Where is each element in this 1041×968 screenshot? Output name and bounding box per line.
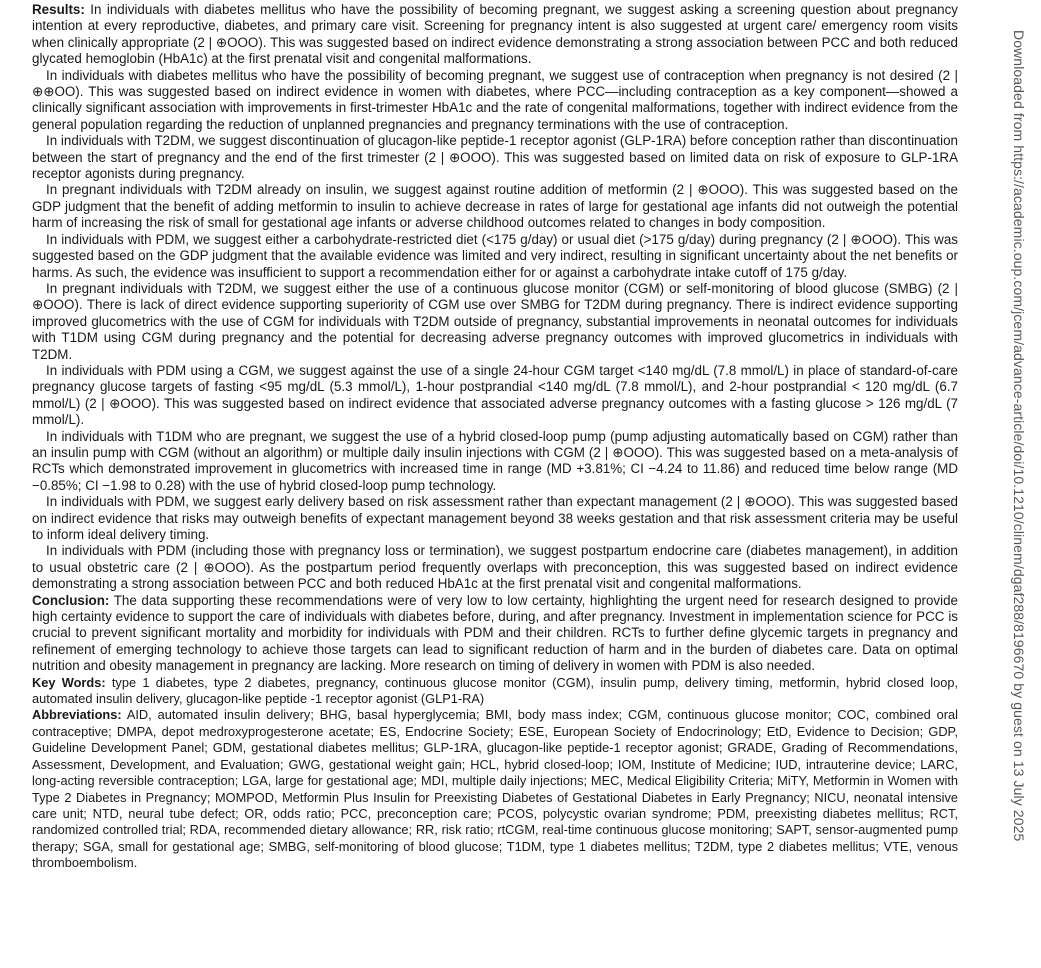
keywords-section [32, 675, 958, 708]
results-paragraph: In pregnant individuals with T2DM, we suggest either the use of a continuous glucose monitor (CGM) or self-monitoring of blood glucose (SMBG) (2 | ⊕OOO). There is lack of direct evidence supporting superiority of CGM use over SMBG for T2DM during pregnancy. There is indirect evidence supporting improved glucometrics with the use of CGM for individuals with T2DM outside of pregnancy, substantial improvements in neonatal outcomes for individuals with T1DM using CGM during pregnancy and the potential for decreasing adverse pregnancy outcomes with improved glucometrics in individuals with T2DM. [32, 280, 958, 362]
results-paragraph: In pregnant individuals with T2DM already on insulin, we suggest against routine addition of metformin (2 | ⊕OOO). This was suggested based on the GDP judgment that the benefit of adding metformin to insulin to achieve decrease in rates of large for gestational age infants did not outweigh the potential harm of increasing the risk of small for gestational age infants or adverse childhood outcomes related to changes in body composition. [32, 182, 958, 231]
results-paragraph: In individuals with T2DM, we suggest discontinuation of glucagon-like peptide-1 receptor agonist (GLP-1RA) before conception rather than discontinuation between the start of pregnancy and the end of the first trimester (2 | ⊕OOO). This was suggested based on limited data on risk of exposure to GLP-1RA receptor agonists during pregnancy. [32, 133, 958, 182]
results-paragraph: In individuals with PDM using a CGM, we suggest against the use of a single 24-hour CGM target <140 mg/dL (7.8 mmol/L) in place of standard-of-care pregnancy glucose targets of fasting <95 mg/dL (5.3 mmol/L), 1-hour postprandial <140 mg/dL (7.8 mmol/L), and 2-hour postprandial < 120 mg/dL (6.7 mmol/L) (2 | ⊕OOO). This was suggested based on indirect evidence that associated adverse pregnancy outcomes with a fasting glucose > 126 mg/dL (7 mmol/L). [32, 362, 958, 428]
results-paragraph: In individuals with T1DM who are pregnant, we suggest the use of a hybrid closed-loop pump (pump adjusting automatically based on CGM) rather than an insulin pump with CGM (without an algorithm) or multiple daily insulin injections with CGM (2 | ⊕OOO). This was suggested based on a meta-analysis of RCTs which demonstrated improvement in glucometrics with increased time in range (MD +3.81%; CI −4.24 to 11.86) and reduced time below range (MD −0.85%; CI −1.98 to 0.28) with the use of hybrid closed-loop pump technology. [32, 428, 958, 493]
conclusion-section [32, 593, 958, 675]
results-paragraph: In individuals with PDM, we suggest either a carbohydrate-restricted diet (<175 g/day) or usual diet (>175 g/day) during pregnancy (2 | ⊕OOO). This was suggested based on the GDP judgment that the available evidence was limited and very indirect, resulting in significant uncertainty about the net benefits or harms. As such, the evidence was insufficient to support a recommendation either for or against a carbohydrate intake cutoff of 175 g/day. [32, 231, 958, 280]
keywords-label: Key Words: [32, 674, 106, 690]
results-label: Results: [32, 2, 85, 17]
results-paragraph: In individuals with PDM (including those with pregnancy loss or termination), we suggest postpartum endocrine care (diabetes management), in addition to usual obstetric care (2 | ⊕OOO). As the postpartum period frequently overlaps with preconception, this was suggested based on indirect evidence demonstrating a strong association between PCC and both reduced HbA1c at the first prenatal visit and congenital malformations. [32, 543, 958, 592]
download-watermark [1004, 30, 1034, 870]
abbreviations-label: Abbreviations: [32, 707, 122, 723]
abbreviations-text: AID, automated insulin delivery; BHG, basal hyperglycemia; BMI, body mass index; CGM, continuous glucose monitor; COC, combined oral contraceptive; DMPA, depot medroxyprogesterone acetate; ES, Endocrine Society; ESE, European Society of Endocrinology; EtD, Evidence to Decision; GDP, Guideline Development Panel; GDM, gestational diabetes mellitus; GLP-1RA, glucagon-like peptide-1 receptor agonist; GRADE, Grading of Recommendations, Assessment, Development, and Evaluation; GWG, gestational weight gain; HCL, hybrid closed-loop; IOM, Institute of Medicine; IUD, intrauterine device; LARC, long-acting reversible contraception; LGA, large for gestational age; MDI, multiple daily injections; MEC, Medical Eligibility Criteria; MiTY, Metformin in Women with Type 2 Diabetes in Pregnancy; MOMPOD, Metformin Plus Insulin for Preexisting Diabetes of Gestational Diabetes in Early Pregnancy; NICU, neonatal intensive care unit; NTD, neural tube defect; OR, odds ratio; PCC, preconception care; PCOS, polycystic ovarian syndrome; PDM, preexisting diabetes mellitus; RCT, randomized controlled trial; RDA, recommended dietary allowance; RR, risk ratio; rtCGM, real-time continuous glucose monitoring; SAPT, sensor-augmented pump therapy; SGA, small for gestational age; SMBG, self-monitoring of blood glucose; T1DM, type 1 diabetes mellitus; T2DM, type 2 diabetes mellitus; VTE, venous thromboembolism. [32, 707, 958, 871]
article-page [32, 2, 958, 872]
conclusion-text: The data supporting these recommendations were of very low to low certainty, highlighting the urgent need for research designed to provide high certainty evidence to support the care of individuals with diabetes before, during, and after pregnancy. Investment in implementation science for PCC is crucial to prevent significant mortality and morbidity for individuals with PDM and their children. RCTs to further define glycemic targets in pregnancy and refinement of emerging technology to achieve those targets can lead to significant reduction of harm and in the burden of diabetes care. Data on optimal nutrition and obesity management in pregnancy are lacking. More research on timing of delivery in women with PDM is also needed. [32, 592, 958, 674]
abbreviations-section [32, 707, 958, 871]
results-paragraph: Results: In individuals with diabetes mellitus who have the possibility of becoming pregnant, we suggest asking a screening question about pregnancy intention at every reproductive, diabetes, and primary care visit. Screening for pregnancy intent is also suggested at urgent care/ emergency room visits when clinically appropriate (2 | ⊕OOO). This was suggested based on indirect evidence demonstrating a strong association between PCC and both reduced glycated hemoglobin (HbA1c) at the first prenatal visit and congenital malformations. [32, 2, 958, 67]
results-section [32, 2, 958, 593]
results-paragraph: In individuals with diabetes mellitus who have the possibility of becoming pregnant, we suggest use of contraception when pregnancy is not desired (2 | ⊕⊕OO). This was suggested based on indirect evidence in women with diabetes, where PCC—including contraception as a key component—showed a clinically significant association with improvements in first-trimester HbA1c and the rate of congenital malformations, together with indirect evidence from the general population regarding the reduction of unplanned pregnancies and pregnancy terminations with the use of contraception. [32, 67, 958, 132]
download-note: Downloaded from https://academic.oup.com/jcem/advance-article/doi/10.1210/clinem/dgaf288/8196670 by guest on 13 July 2025 [1011, 30, 1027, 842]
conclusion-label: Conclusion: [32, 592, 110, 608]
results-paragraph: In individuals with PDM, we suggest early delivery based on risk assessment rather than expectant management (2 | ⊕OOO). This was suggested based on indirect evidence that risks may outweigh benefits of expectant management beyond 38 weeks gestation and that risk assessment criteria may be useful to inform ideal delivery timing. [32, 494, 958, 542]
keywords-text: type 1 diabetes, type 2 diabetes, pregnancy, continuous glucose monitor (CGM), insulin pump, delivery timing, metformin, hybrid closed loop, automated insulin delivery, glucagon-like peptide -1 receptor agonist (GLP1-RA) [32, 674, 958, 707]
